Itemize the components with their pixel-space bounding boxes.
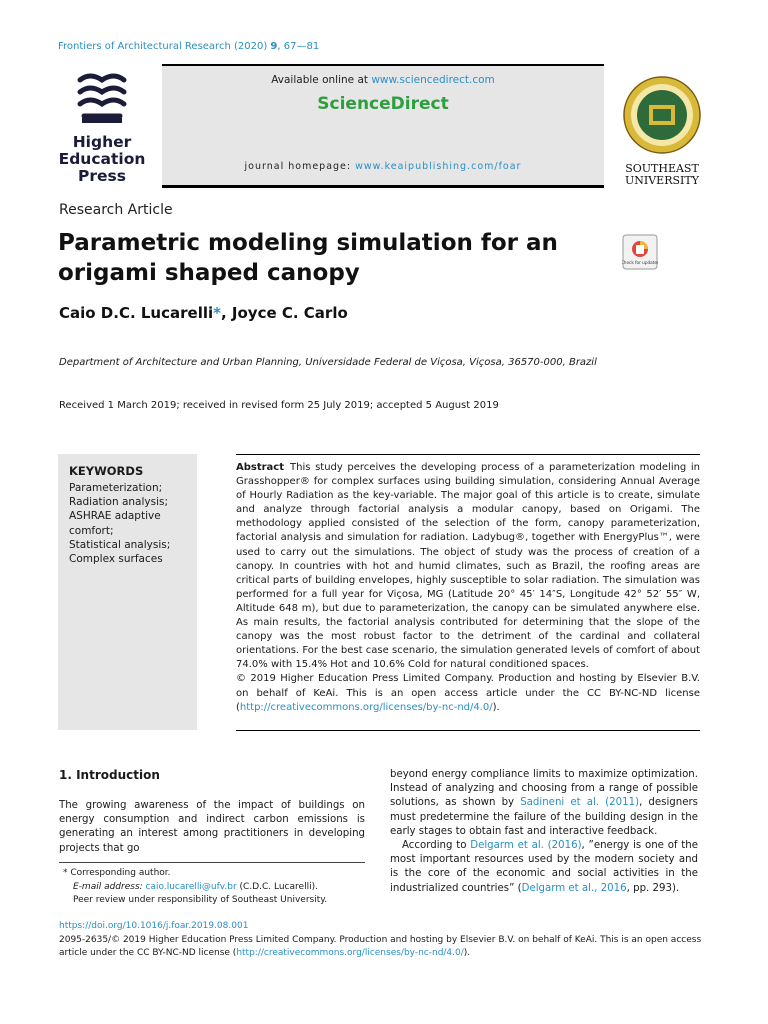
peer-review-note: Peer review under responsibility of Southeast University. (73, 895, 328, 905)
higher-education-press-logo (56, 70, 148, 185)
abstract-top-rule (236, 454, 700, 455)
doi-link[interactable]: https://doi.org/10.1016/j.foar.2019.08.001 (59, 921, 249, 931)
author-2: Joyce C. Carlo (231, 304, 348, 322)
intro-column-1: The growing awareness of the impact of buildings on energy consumption and indirect carbon emissions is generating an interest among practitioners in developing projects that go (59, 800, 365, 854)
available-online (162, 74, 604, 86)
keywords-list (69, 481, 194, 566)
footnote (63, 867, 363, 908)
footnote-rule (59, 862, 365, 863)
abstract-text: This study perceives the developing process of a parameterization modeling in Grasshopper® for complex surfaces using building simulation, considering Annual Average of Hourly Radiation as the key-variable. The major goal of this article is to create, simulate and analyze through factorial analysis a modular canopy, based on Origami. The methodology applied consisted of the selection of the form, canopy parameterization, factorial analysis and simulation for radiation. Ladybug®, together with EnergyPlus™, were used to carry out the simulations. The object of study was the process of creation of a canopy. In countries with hot and humid climates, such as Brazil, the roofing areas are critical parts of building envelopes, highly susceptible to solar radiation. The simulation was performed for a full year for Viçosa, MG (Latitude 20° 45′ 14″S, Longitude 42° 52′ 55″ W, Altitude 648 m), but due to parameterization, the canopy can be simulated anywhere else. As main results, the factorial analysis contributed for determining that the slope of the canopy was the most robust factor to the detriment of the cardinal and collateral orientations. For the best case scenario, the simulation generated levels of comfort of about 74.0% with 15.4% Hot and 10.6% Cold for natural conditioned spaces. (236, 462, 700, 671)
section-heading-introduction: 1. Introduction (59, 768, 160, 782)
check-for-updates-badge[interactable] (622, 234, 658, 270)
keyword-item: Statistical analysis; (69, 538, 171, 551)
journal-name: Frontiers of Architectural Research (2020) (58, 41, 268, 52)
author-1: Caio D.C. Lucarelli (59, 304, 214, 322)
paragraph-text: According to (402, 840, 471, 852)
paragraph-text: , pp. 293). (626, 882, 680, 894)
badge-label: Check for updates (622, 260, 658, 265)
footer-license-link[interactable]: http://creativecommons.org/licenses/by-nc-nd/4.0/ (236, 948, 464, 958)
corresponding-author-note: * Corresponding author. (63, 868, 171, 878)
abstract-copyright: © 2019 Higher Education Press Limited Company. Production and hosting by Elsevier B.V. on behalf of KeAi. This is an open access article under the CC BY-NC-ND license ( (236, 673, 700, 713)
sciencedirect-brand: ScienceDirect (317, 94, 449, 114)
footer-copyright (59, 934, 705, 960)
journal-header-banner (162, 64, 604, 187)
article-title: Parametric modeling simulation for an origami shaped canopy (58, 230, 558, 286)
available-prefix: Available online at (271, 74, 372, 86)
university-seal-icon (622, 75, 702, 155)
paragraph (390, 839, 698, 896)
paragraph-text: , ”energy is one of the most important resources used by the modern society and is the core of the economic and social activities in the industrialized countries” ( (390, 840, 699, 894)
journal-homepage (162, 161, 604, 172)
homepage-prefix: journal homepage: (244, 161, 356, 172)
abstract-copyright-end: ). (492, 701, 500, 713)
keyword-item: Parameterization; (69, 482, 163, 494)
southeast-university-logo (612, 75, 712, 187)
footer-copyright-end: ). (463, 948, 471, 958)
university-line-1: SOUTHEAST (625, 162, 699, 175)
university-line-2: UNIVERSITY (625, 174, 699, 187)
citation-link-sadineni[interactable]: Sadineni et al. (2011) (520, 797, 640, 809)
publisher-line-3: Press (78, 167, 126, 185)
abstract (236, 461, 700, 715)
abstract-label: Abstract (236, 462, 285, 473)
publisher-line-2: Education (58, 150, 146, 168)
keyword-item: Complex surfaces (69, 553, 163, 566)
author-separator: , (220, 304, 232, 322)
keyword-item: Radiation analysis; (69, 496, 169, 509)
book-stack-icon (72, 70, 132, 126)
email-line (63, 881, 363, 895)
publisher-line-1: Higher (72, 133, 132, 151)
journal-pages: , 67—81 (277, 41, 320, 52)
email-link[interactable]: caio.lucarelli@ufv.br (145, 881, 237, 892)
received-dates: Received 1 March 2019; received in revised form 25 July 2019; accepted 5 August 2019 (59, 400, 499, 411)
license-link[interactable]: http://creativecommons.org/licenses/by-nc-nd/4.0/ (239, 701, 493, 713)
abstract-bottom-rule (236, 730, 700, 731)
citation-link-delgarm[interactable]: Delgarm et al. (2016) (470, 840, 582, 852)
journal-reference[interactable] (58, 41, 319, 52)
corresponding-marker[interactable]: * (213, 304, 221, 322)
keywords-panel (58, 454, 197, 730)
header-rule (162, 185, 604, 188)
check-updates-icon (622, 234, 658, 270)
keyword-item: ASHRAE adaptive comfort; (69, 510, 161, 537)
publisher-name (56, 134, 148, 185)
paragraph (390, 768, 698, 839)
article-type: Research Article (59, 202, 173, 218)
journal-homepage-link[interactable]: www.keaipublishing.com/foar (355, 161, 522, 172)
university-name (612, 163, 712, 187)
citation-link-delgarm-2016[interactable]: Delgarm et al., 2016 (521, 882, 627, 894)
sciencedirect-link[interactable]: www.sciencedirect.com (371, 74, 495, 86)
journal-volume: 9 (270, 41, 278, 52)
paragraph-text: beyond energy compliance limits to maximize optimization. Instead of analyzing and choosing from a range of possible solutions, as shown by (390, 769, 698, 809)
keywords-heading: KEYWORDS (69, 464, 144, 478)
paragraph-text: , designers must predetermine the failure of the building design in the early stages to obtain fast and interactive feedback. (390, 797, 698, 837)
affiliation: Department of Architecture and Urban Planning, Universidade Federal de Viçosa, Viçosa, 36570-000, Brazil (59, 357, 597, 368)
intro-column-2 (390, 768, 698, 896)
footer-copyright-text: 2095-2635/© 2019 Higher Education Press Limited Company. Production and hosting by Elsevier B.V. on behalf of KeAi. This is an open access article under the CC BY-NC-ND license ( (59, 935, 702, 958)
email-label: E-mail address: (73, 881, 146, 892)
author-list (59, 304, 348, 322)
email-suffix: (C.D.C. Lucarelli). (236, 881, 318, 892)
